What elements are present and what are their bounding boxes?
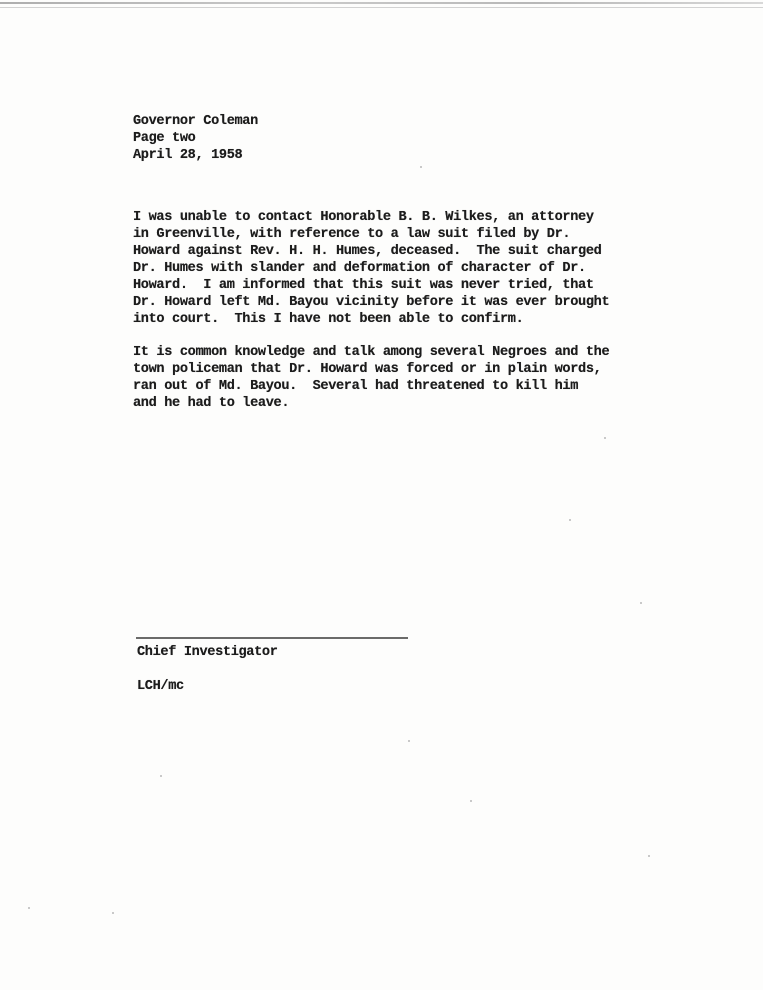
header-page-number: Page two	[133, 131, 196, 146]
paragraph-1-line: Dr. Humes with slander and deformation of character of Dr.	[133, 261, 586, 276]
signature-title: Chief Investigator	[137, 645, 278, 660]
paragraph-1-line: in Greenville, with reference to a law suit filed by Dr.	[133, 227, 571, 242]
letter-header	[133, 113, 258, 164]
paragraph-2-line: It is common knowledge and talk among several Negroes and the	[133, 345, 610, 360]
scan-speck	[569, 519, 571, 521]
header-recipient: Governor Coleman	[133, 114, 258, 129]
paragraph-2-line: and he had to leave.	[133, 396, 290, 411]
scan-speck	[470, 800, 472, 802]
scan-speck	[640, 602, 642, 604]
scan-speck	[604, 437, 606, 439]
paragraph-1-line: into court. This I have not been able to confirm.	[133, 312, 524, 327]
header-date: April 28, 1958	[133, 148, 243, 163]
page-top-edge-shadow	[0, 7, 763, 8]
paragraph-1-line: Howard against Rev. H. H. Humes, deceased. The suit charged	[133, 244, 602, 259]
scan-speck	[28, 907, 30, 909]
paragraph-1-line: I was unable to contact Honorable B. B. Wilkes, an attorney	[133, 210, 594, 225]
paragraph-1-line: Dr. Howard left Md. Bayou vicinity before it was ever brought	[133, 295, 610, 310]
paragraph-1-line: Howard. I am informed that this suit was never tried, that	[133, 278, 594, 293]
scan-speck	[420, 166, 422, 168]
scan-speck	[112, 912, 114, 914]
scan-speck	[160, 775, 162, 777]
paragraph-2	[133, 344, 609, 412]
paragraph-1	[133, 209, 609, 328]
paragraph-2-line: ran out of Md. Bayou. Several had threatened to kill him	[133, 379, 579, 394]
paragraph-2-line: town policeman that Dr. Howard was forced or in plain words,	[133, 362, 602, 377]
signature-line	[136, 637, 408, 639]
scan-speck	[648, 855, 650, 857]
typist-initials: LCH/mc	[137, 679, 184, 694]
page-top-edge	[0, 2, 763, 4]
scan-speck	[408, 740, 410, 742]
